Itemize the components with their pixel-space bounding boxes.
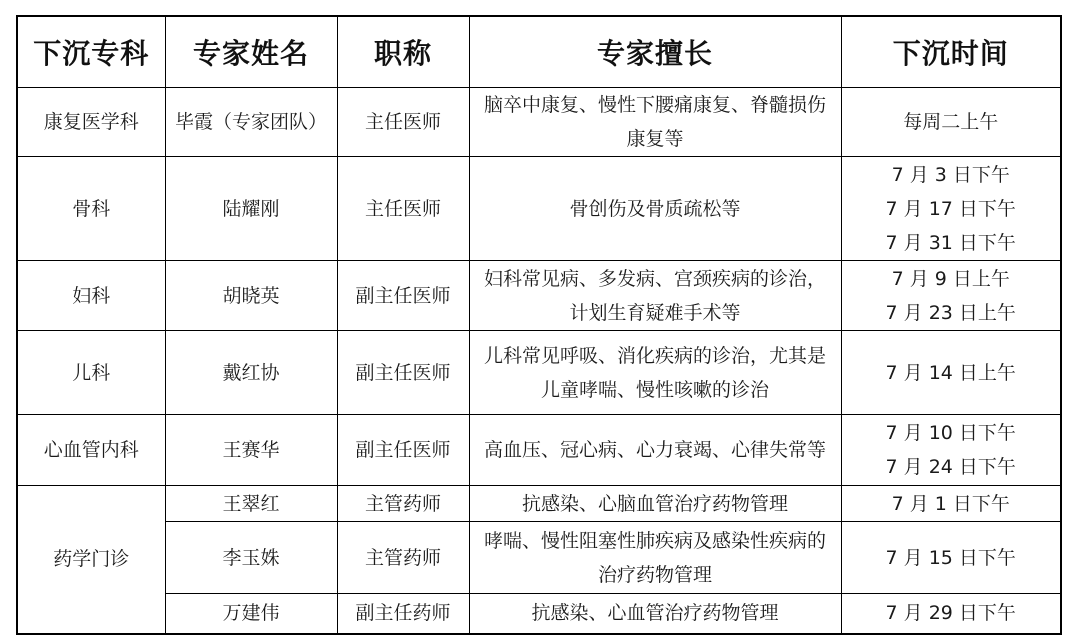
name-cell: 戴红协 bbox=[165, 331, 337, 415]
specialty-line: 骨创伤及骨质疏松等 bbox=[569, 197, 741, 220]
title-cell: 主任医师 bbox=[337, 157, 469, 261]
time-line: 7 月 15 日下午 bbox=[885, 546, 1016, 569]
table-row bbox=[17, 261, 1061, 331]
specialty-line: 抗感染、心血管治疗药物管理 bbox=[531, 602, 779, 625]
name-cell: 毕霞（专家团队） bbox=[165, 88, 337, 157]
specialty-cell bbox=[469, 331, 841, 415]
specialty-line: 脑卒中康复、慢性下腰痛康复、脊髓损伤 bbox=[483, 94, 826, 116]
table-row bbox=[17, 486, 1061, 522]
expert-schedule-table bbox=[16, 15, 1062, 635]
time-line: 7 月 3 日下午 bbox=[891, 163, 1010, 186]
time-cell bbox=[841, 261, 1061, 331]
specialty-cell bbox=[469, 415, 841, 486]
title-cell: 副主任医师 bbox=[337, 415, 469, 486]
title-cell: 主任医师 bbox=[337, 88, 469, 157]
specialty-line: 康复等 bbox=[626, 128, 684, 150]
header-row bbox=[17, 16, 1061, 88]
table-row bbox=[17, 157, 1061, 261]
specialty-line: 计划生育疑难手术等 bbox=[569, 301, 741, 324]
name-cell: 李玉姝 bbox=[165, 522, 337, 594]
specialty-cell bbox=[469, 522, 841, 594]
dept-cell: 儿科 bbox=[17, 331, 165, 415]
time-cell bbox=[841, 157, 1061, 261]
time-cell bbox=[841, 594, 1061, 634]
specialty-cell bbox=[469, 594, 841, 634]
time-line: 7 月 9 日上午 bbox=[891, 267, 1010, 290]
time-cell bbox=[841, 522, 1061, 594]
dept-cell: 康复医学科 bbox=[17, 88, 165, 157]
title-cell: 副主任医师 bbox=[337, 261, 469, 331]
table-row bbox=[17, 415, 1061, 486]
dept-cell: 心血管内科 bbox=[17, 415, 165, 486]
specialty-line: 妇科常见病、多发病、宫颈疾病的诊治， bbox=[483, 267, 826, 290]
dept-cell: 妇科 bbox=[17, 261, 165, 331]
specialty-line: 抗感染、心脑血管治疗药物管理 bbox=[521, 492, 788, 515]
header-time: 下沉时间 bbox=[841, 16, 1061, 88]
name-cell: 万建伟 bbox=[165, 594, 337, 634]
time-line: 7 月 17 日下午 bbox=[885, 197, 1016, 220]
time-cell bbox=[841, 88, 1061, 157]
time-line: 7 月 29 日下午 bbox=[885, 602, 1016, 625]
time-cell bbox=[841, 486, 1061, 522]
table-row bbox=[17, 594, 1061, 634]
header-title: 职称 bbox=[337, 16, 469, 88]
title-cell: 主管药师 bbox=[337, 486, 469, 522]
dept-cell: 骨科 bbox=[17, 157, 165, 261]
schedule-table-wrapper bbox=[16, 15, 1060, 631]
name-cell: 陆耀刚 bbox=[165, 157, 337, 261]
time-line: 7 月 23 日上午 bbox=[885, 301, 1016, 324]
title-cell: 主管药师 bbox=[337, 522, 469, 594]
dept-cell: 药学门诊 bbox=[17, 486, 165, 634]
name-cell: 王翠红 bbox=[165, 486, 337, 522]
header-dept: 下沉专科 bbox=[17, 16, 165, 88]
specialty-line: 哮喘、慢性阻塞性肺疾病及感染性疾病的 bbox=[483, 529, 826, 552]
time-cell bbox=[841, 331, 1061, 415]
header-name: 专家姓名 bbox=[165, 16, 337, 88]
time-line: 7 月 1 日下午 bbox=[891, 492, 1010, 515]
name-cell: 王赛华 bbox=[165, 415, 337, 486]
table-row bbox=[17, 88, 1061, 157]
specialty-line: 儿科常见呼吸、消化疾病的诊治，尤其是 bbox=[483, 344, 826, 367]
specialty-cell bbox=[469, 486, 841, 522]
time-line: 7 月 10 日下午 bbox=[885, 422, 1016, 444]
title-cell: 副主任医师 bbox=[337, 331, 469, 415]
specialty-line: 儿童哮喘、慢性咳嗽的诊治 bbox=[540, 378, 769, 401]
specialty-line: 高血压、冠心病、心力衰竭、心律失常等 bbox=[483, 439, 826, 461]
time-cell bbox=[841, 415, 1061, 486]
name-cell: 胡晓英 bbox=[165, 261, 337, 331]
title-cell: 副主任药师 bbox=[337, 594, 469, 634]
time-line: 每周二上午 bbox=[903, 111, 999, 133]
time-line: 7 月 24 日下午 bbox=[885, 456, 1016, 478]
table-row bbox=[17, 522, 1061, 594]
table-row bbox=[17, 331, 1061, 415]
header-specialty: 专家擅长 bbox=[469, 16, 841, 88]
specialty-cell bbox=[469, 261, 841, 331]
specialty-cell bbox=[469, 157, 841, 261]
specialty-cell bbox=[469, 88, 841, 157]
time-line: 7 月 14 日上午 bbox=[885, 361, 1016, 384]
time-line: 7 月 31 日下午 bbox=[885, 231, 1016, 254]
table-body bbox=[17, 88, 1061, 634]
specialty-line: 治疗药物管理 bbox=[597, 563, 712, 586]
